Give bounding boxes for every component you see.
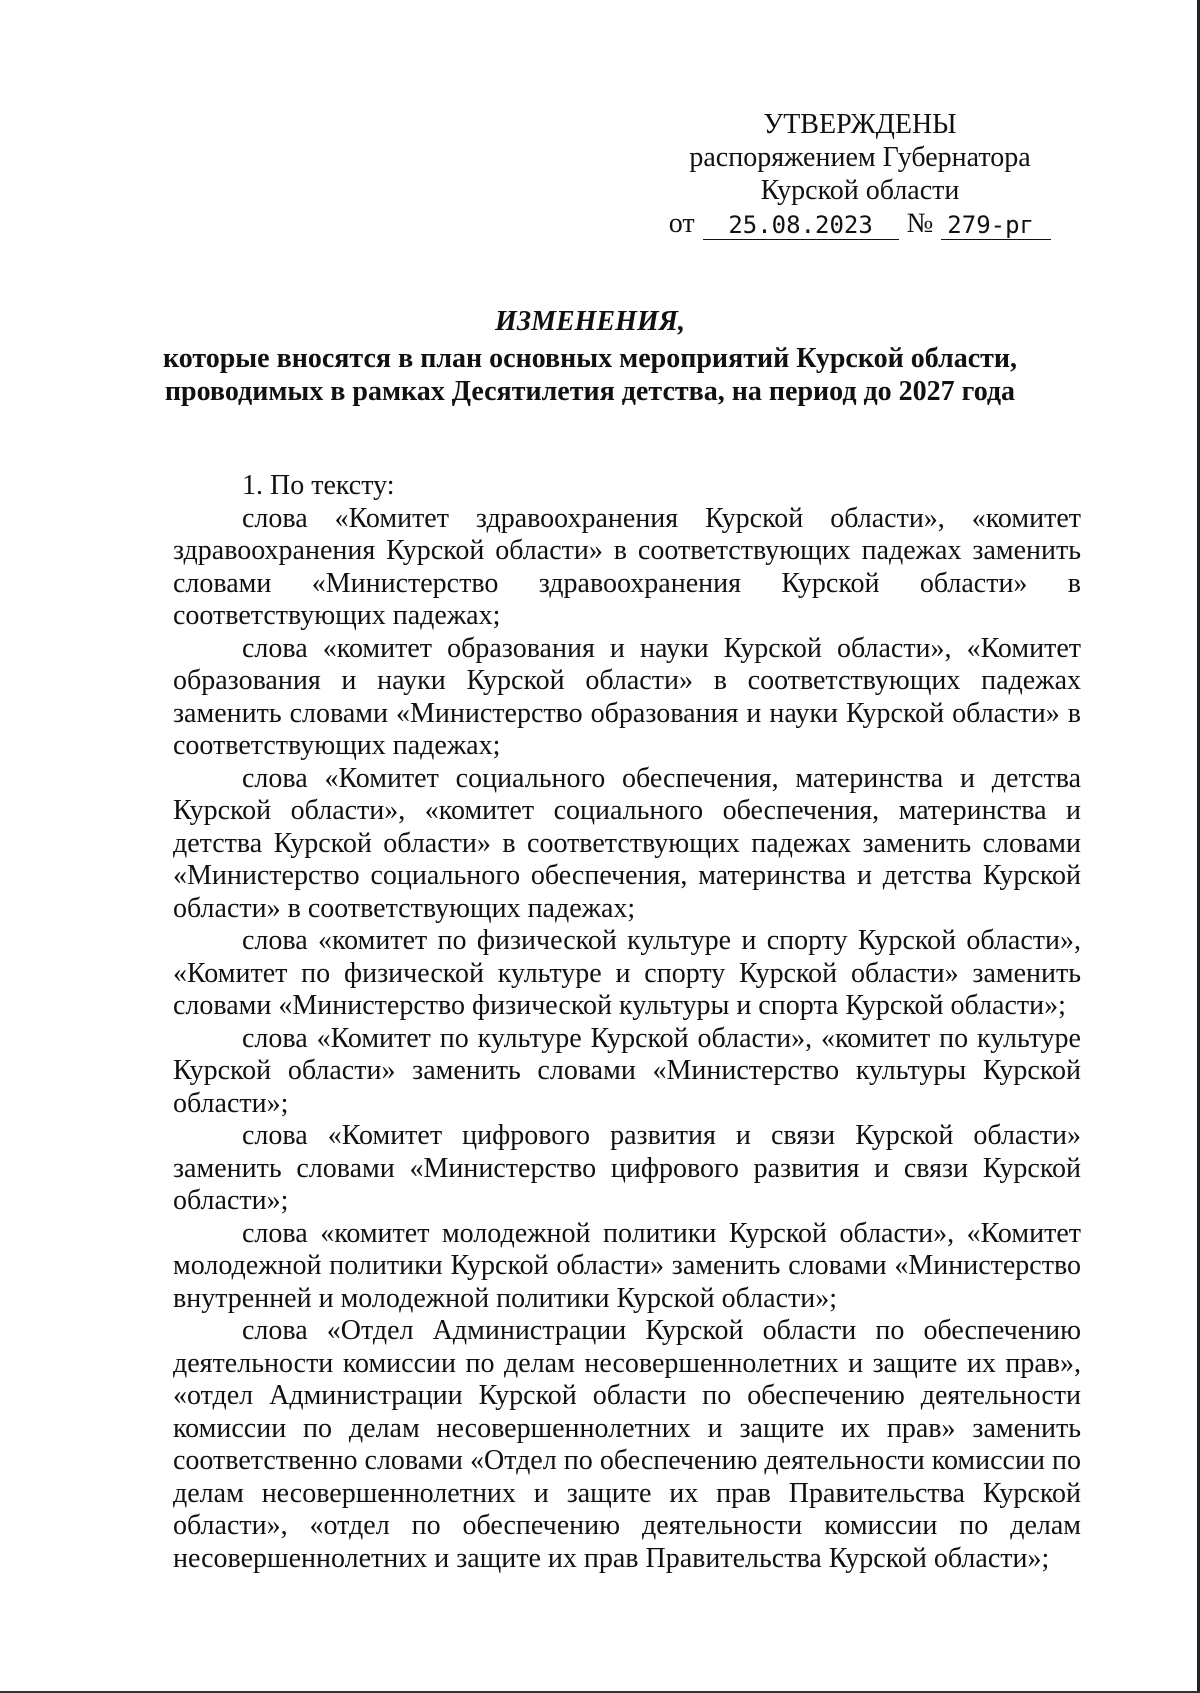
document-title: ИЗМЕНЕНИЯ, (495, 306, 685, 337)
approval-date: 25.08.2023 (703, 211, 899, 240)
approval-number: 279-рг (941, 211, 1051, 240)
approval-authority: распоряжением Губернатора (689, 142, 1031, 173)
date-prefix: от (668, 208, 695, 239)
document-subtitle: которые вносятся в план основных мероприятий Курской области, проводимых в рамках Десятилетия детства, на период до 2027 года (162, 343, 1018, 407)
approval-stamp-block (640, 108, 1080, 240)
approval-date-number-line (640, 207, 1080, 240)
paragraph: слова «Отдел Администрации Курской области по обеспечению деятельности комиссии по делам несовершеннолетних и защите их прав», «отдел Администрации Курской области по обеспечению деятельности комиссии по делам несовершеннолетних и защите их прав» заменить соответственно словами «Отдел по обеспечению деятельности комиссии по делам несовершеннолетних и защите их прав Правительства Курской области», «отдел по обеспечению деятельности комиссии по делам несовершеннолетних и защите их прав Правительства Курской области»; (173, 1315, 1081, 1574)
paragraph: слова «Комитет цифрового развития и связи Курской области» заменить словами «Министерство цифрового развития и связи Курской области»; (173, 1120, 1081, 1216)
paragraph: слова «Комитет социального обеспечения, материнства и детства Курской области», «комитет социального обеспечения, материнства и детства Курской области» в соответствующих падежах заменить словами «Министерство социального обеспечения, материнства и детства Курской области» в соответствующих падежах; (173, 762, 1081, 924)
approval-title: УТВЕРЖДЕНЫ (763, 109, 957, 140)
paragraph: слова «комитет по физической культуре и спорту Курской области», «Комитет по физической культуре и спорту Курской области» заменить словами «Министерство физической культуры и спорта Курской области»; (173, 925, 1081, 1021)
document-heading (150, 305, 1030, 408)
paragraph: 1. По тексту: (242, 470, 395, 501)
document-body (173, 470, 1081, 1575)
approval-region: Курской области (760, 175, 960, 206)
paragraph: слова «комитет молодежной политики Курской области», «Комитет молодежной политики Курской области» заменить словами «Министерство внутренней и молодежной политики Курской области»; (173, 1217, 1081, 1314)
number-prefix: № (906, 208, 934, 239)
paragraph: слова «Комитет по культуре Курской области», «комитет по культуре Курской области» заменить словами «Министерство культуры Курской области»; (173, 1022, 1081, 1119)
paragraph: слова «Комитет здравоохранения Курской области», «комитет здравоохранения Курской области» в соответствующих падежах заменить словами «Министерство здравоохранения Курской области» в соответствующих падежах; (173, 502, 1081, 631)
paragraph: слова «комитет образования и науки Курской области», «Комитет образования и науки Курской области» в соответствующих падежах заменить словами «Министерство образования и науки Курской области» в соответствующих падежах; (173, 632, 1081, 761)
